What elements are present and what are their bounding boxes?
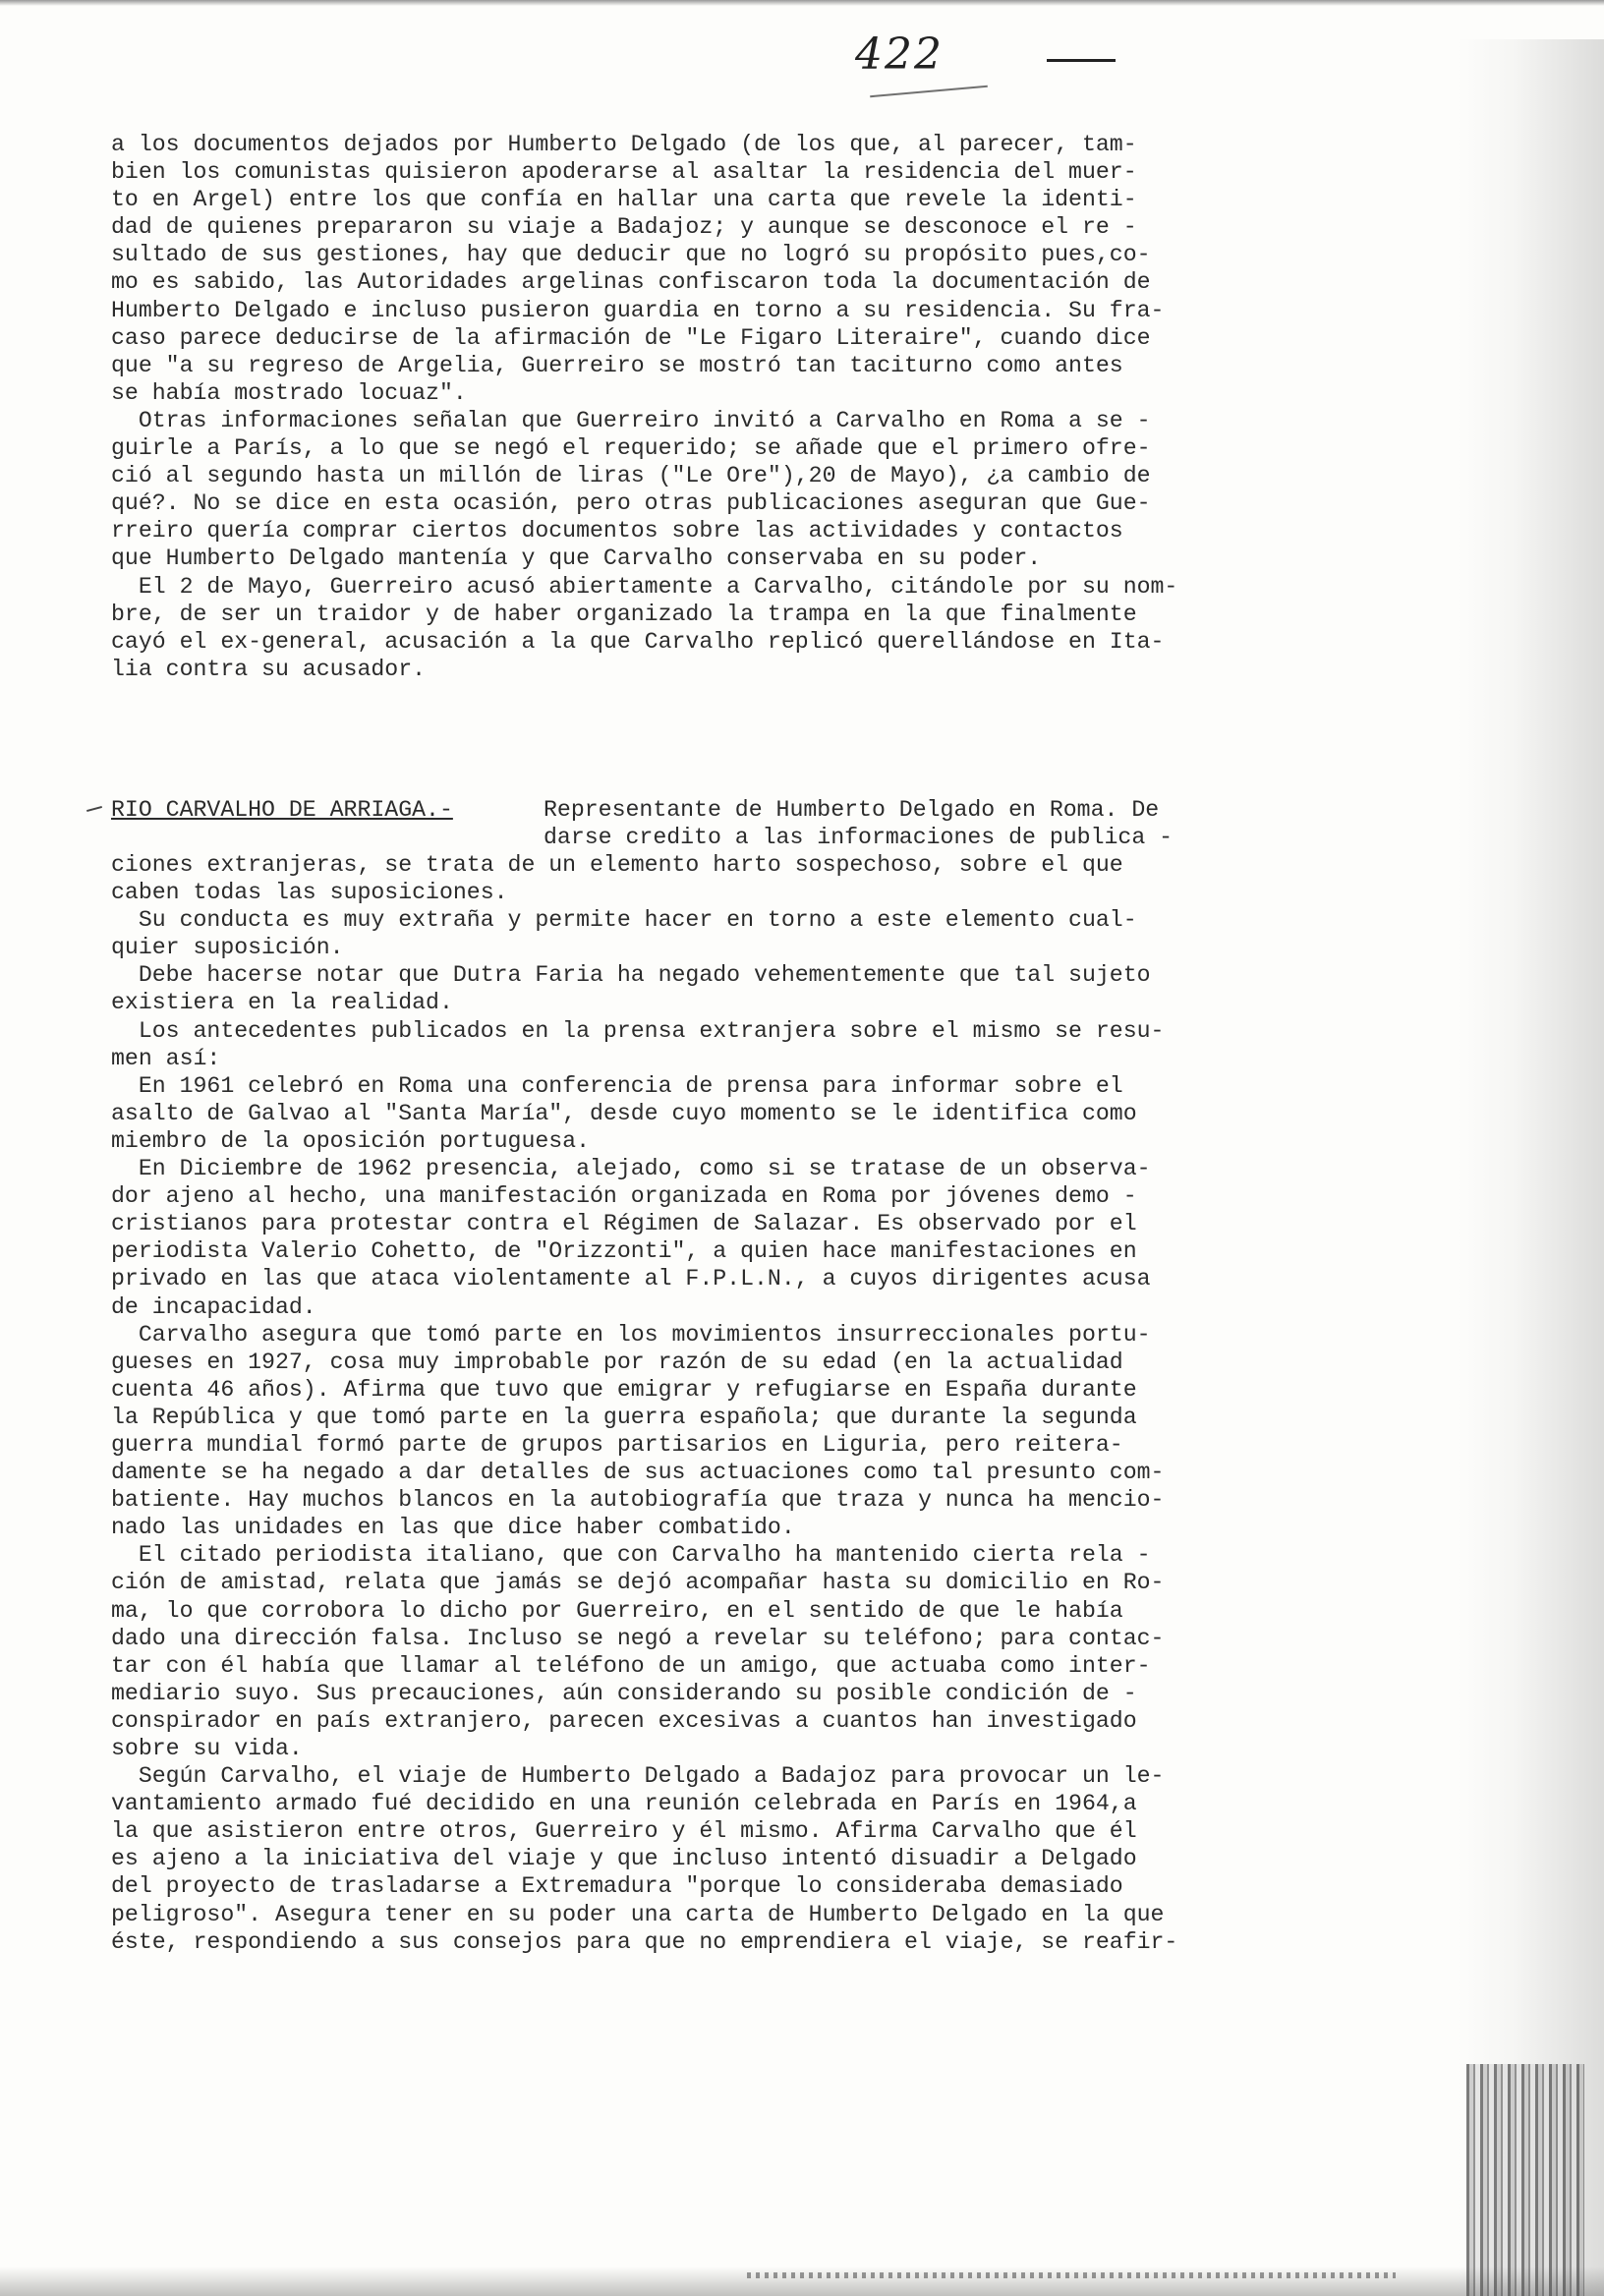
scan-edge-top [0,0,1604,6]
scan-edge-artifact [1466,2064,1584,2296]
page-number-underline [870,86,988,97]
heading-mark [86,806,102,812]
page-number-dash [1047,59,1116,62]
section-heading-description: Representante de Humberto Delgado en Roma. De darse credito a las informaciones de publica - [544,797,1174,851]
body-text-block-1: a los documentos dejados por Humberto Delgado (de los que, al parecer, tam- bien los comunistas quisieron apoderarse al asaltar la residencia del muer- to en Argel) entre los que confía en hallar una carta que revele la identi- dad de quienes prepararon su viaje a Badajoz; y aunque se desconoce el re - sultado de sus gestiones, hay que deducir que no logró su propósito pues,co- mo es sabido, las Autoridades argelinas confiscaron toda la documentación de Humberto Delgado e incluso pusieron guardia en torno a su residencia. Su fra- caso parece deducirse de la afirmación de "Le Figaro Literaire", cuando dice que "a su regreso de Argelia, Guerreiro se mostró tan taciturno como antes se había mostrado locuaz". Otras informaciones señalan que Guerreiro invitó a Carvalho en Roma a se - guirle a París, a lo que se negó el requerido; se añade que el primero ofre- ció al segundo hasta un millón de liras ("Le Ore"),20 de Mayo), ¿a cambio de qué?. No se dice en esta ocasión, pero otras publicaciones aseguran que Gue- rreiro quería comprar ciertos documentos sobre las actividades y contactos que Humberto Delgado mantenía y que Carvalho conservaba en su poder. El 2 de Mayo, Guerreiro acusó abiertamente a Carvalho, citándole por su nom- bre, de ser un traidor y de haber organizado la trampa en la que finalmente cayó el ex-general, acusación a la que Carvalho replicó querellándose en Ita- lia contra su acusador. [111,132,1178,682]
section-heading: RIO CARVALHO DE ARRIAGA.- [111,797,453,823]
page-number: 422 [855,29,944,80]
scan-edge-right [1457,39,1604,2296]
scan-bottom-smear [747,2272,1396,2278]
scan-edge-bottom [0,2267,1604,2296]
body-text-block-2: ciones extranjeras, se trata de un elemento harto sospechoso, sobre el que caben todas las suposiciones. Su conducta es muy extraña y permite hacer en torno a este elemento cual- quier suposición. Debe hacerse notar que Dutra Faria ha negado vehementemente que tal sujeto existiera en la realidad. Los antecedentes publicados en la prensa extranjera sobre el mismo se resu- men así: En 1961 celebró en Roma una conferencia de prensa para informar sobre el asalto de Galvao al "Santa María", desde cuyo momento se le identifica como miembro de la oposición portuguesa. En Diciembre de 1962 presencia, alejado, como si se tratase de un observa- dor ajeno al hecho, una manifestación organizada en Roma por jóvenes demo - cristianos para protestar contra el Régimen de Salazar. Es observado por el periodista Valerio Cohetto, de "Orizzonti", a quien hace manifestaciones en privado en las que ataca violentamente al F.P.L.N., a cuyos dirigentes acusa de incapacidad. Carvalho asegura que tomó parte en los movimientos insurreccionales portu- gueses en 1927, cosa muy improbable por razón de su edad (en la actualidad cuenta 46 años). Afirma que tuvo que emigrar y refugiarse en España durante la República y que tomó parte en la guerra española; que durante la segunda guerra mundial formó parte de grupos partisarios en Liguria, pero reitera- damente se ha negado a dar detalles de sus actuaciones como tal presunto com- batiente. Hay muchos blancos en la autobiografía que traza y nunca ha mencio- nado las unidades en las que dice haber combatido. El citado periodista italiano, que con Carvalho ha mantenido cierta rela - ción de amistad, relata que jamás se dejó acompañar hasta su domicilio en Ro- ma, lo que corrobora lo dicho por Guerreiro, en el sentido de que le había dado una dirección falsa. Incluso se negó a revelar su teléfono; para contac- tar con él había que llamar al teléfono de un amigo, que actuaba como inter- mediario suyo. Sus precauciones, aún considerando su posible condición de - conspirador en país extranjero, parecen excesivas a cuantos han investigado sobre su vida. Según Carvalho, el viaje de Humberto Delgado a Badajoz para provocar un le- vantamiento armado fué decidido en una reunión celebrada en París en 1964,a la que asistieron entre otros, Guerreiro y él mismo. Afirma Carvalho que él es ajeno a la iniciativa del viaje y que incluso intentó disuadir a Delgado del proyecto de trasladarse a Extremadura "porque lo consideraba demasiado peligroso". Asegura tener en su poder una carta de Humberto Delgado en la que éste, respondiendo a sus consejos para que no emprendiera el viaje, se reafir- [111,852,1178,1955]
